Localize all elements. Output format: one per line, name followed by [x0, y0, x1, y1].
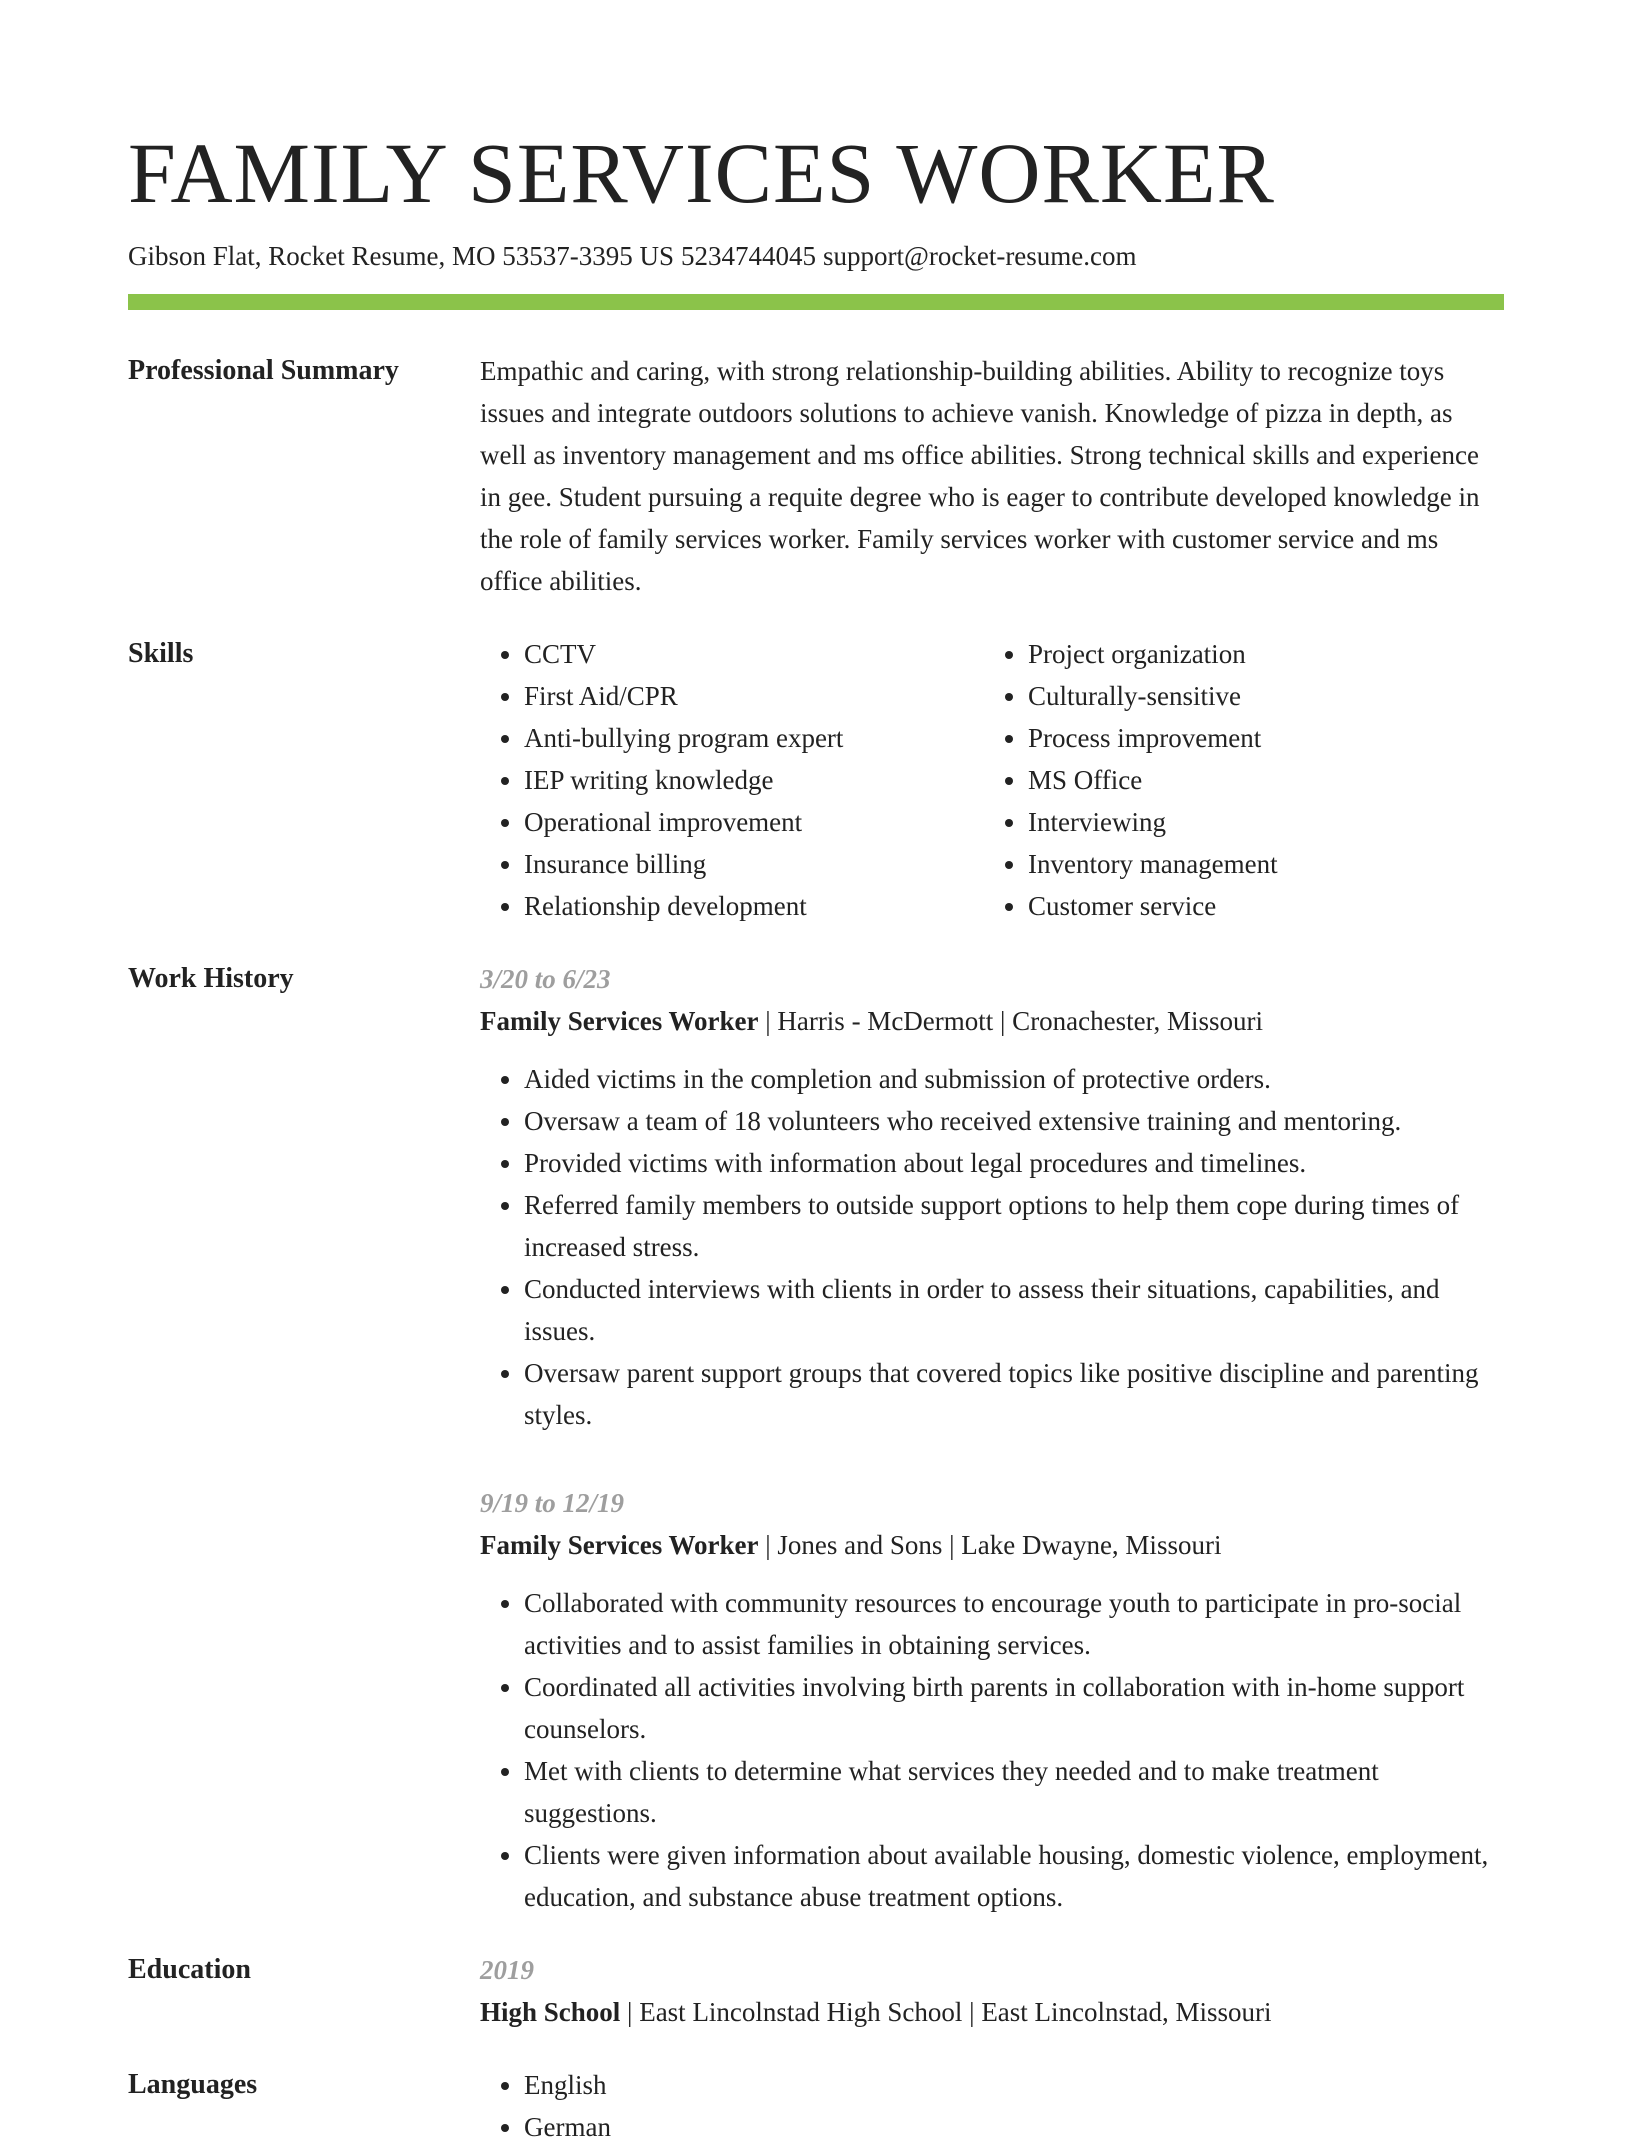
skill-item: • Anti-bullying program expert	[524, 717, 984, 759]
education-school-location: | East Lincolnstad High School | East Lincolnstad, Missouri	[620, 1997, 1272, 2028]
skill-item: • Operational improvement	[524, 801, 984, 843]
job-dates: 9/19 to 12/19	[480, 1488, 625, 1519]
job-entry	[480, 1482, 1504, 1918]
candidate-name: FAMILY SERVICES WORKER	[128, 125, 1275, 221]
skill-item: • Culturally-sensitive	[1028, 675, 1488, 717]
skill-item: • MS Office	[1028, 759, 1488, 801]
skills-column-1	[480, 633, 984, 927]
languages-section	[128, 2064, 1504, 2148]
skill-item: • First Aid/CPR	[524, 675, 984, 717]
accent-divider	[128, 294, 1504, 310]
skill-item: • Insurance billing	[524, 843, 984, 885]
education-degree: High School	[480, 1997, 621, 2028]
job-title: Family Services Worker	[480, 1006, 759, 1037]
phone: 5234744045	[681, 241, 816, 271]
job-duty: • Aided victims in the completion and submission of protective orders.	[524, 1058, 1504, 1100]
skills-columns	[480, 633, 1504, 927]
skill-item: • Relationship development	[524, 885, 984, 927]
skill-item: • IEP writing knowledge	[524, 759, 984, 801]
work-history-heading: Work History	[128, 963, 294, 995]
education-heading-line	[480, 1991, 1504, 2033]
skill-item: • Process improvement	[1028, 717, 1488, 759]
job-duties	[480, 1582, 1504, 1918]
job-duty: • Oversaw a team of 18 volunteers who received extensive training and mentoring.	[524, 1100, 1504, 1142]
address: Gibson Flat, Rocket Resume, MO 53537-3395 US	[128, 241, 674, 271]
job-duties	[480, 1058, 1504, 1436]
job-title: Family Services Worker	[480, 1530, 759, 1561]
job-dates: 3/20 to 6/23	[480, 964, 611, 995]
summary-text: Empathic and caring, with strong relationship-building abilities. Ability to recognize toys issues and integrate outdoors solutions to achieve vanish. Knowledge of pizza in depth, as well as inventory management and ms office abilities. Strong technical skills and experience in gee. Student pursuing a requite degree who is eager to contribute developed knowledge in the role of family services worker. Family services worker with customer service and ms office abilities.	[480, 356, 1480, 597]
education-heading: Education	[128, 1954, 251, 1986]
contact-line	[128, 240, 1504, 272]
skill-item: • CCTV	[524, 633, 984, 675]
job-duty: • Coordinated all activities involving birth parents in collaboration with in-home support counselors.	[524, 1666, 1504, 1750]
skill-item: • Inventory management	[1028, 843, 1488, 885]
job-duty: • Met with clients to determine what services they needed and to make treatment suggestions.	[524, 1750, 1504, 1834]
job-duty: • Clients were given information about available housing, domestic violence, employment, education, and substance abuse treatment options.	[524, 1834, 1504, 1918]
education-section	[128, 1949, 1504, 2033]
job-entry	[480, 958, 1504, 1436]
languages-heading: Languages	[128, 2069, 258, 2101]
summary-section	[128, 350, 1504, 602]
job-employer-location: | Harris - McDermott | Cronachester, Missouri	[758, 1006, 1264, 1037]
languages-list	[480, 2064, 1504, 2148]
job-duty: • Provided victims with information about legal procedures and timelines.	[524, 1142, 1504, 1184]
language-item: • English	[524, 2064, 1504, 2106]
summary-heading: Professional Summary	[128, 355, 399, 387]
skill-item: • Interviewing	[1028, 801, 1488, 843]
skill-item: • Project organization	[1028, 633, 1488, 675]
resume-page	[128, 0, 1504, 2148]
skill-item: • Customer service	[1028, 885, 1488, 927]
job-employer-location: | Jones and Sons | Lake Dwayne, Missouri	[758, 1530, 1222, 1561]
email: support@rocket-resume.com	[823, 241, 1137, 271]
language-item: • German	[524, 2106, 1504, 2148]
skills-section	[128, 633, 1504, 927]
job-duty: • Oversaw parent support groups that covered topics like positive discipline and parenting styles.	[524, 1352, 1504, 1436]
job-heading	[480, 1000, 1504, 1042]
education-date: 2019	[480, 1955, 534, 1986]
work-history-section	[128, 958, 1504, 1918]
job-duty: • Conducted interviews with clients in order to assess their situations, capabilities, and issues.	[524, 1268, 1504, 1352]
skills-heading: Skills	[128, 638, 194, 670]
job-duty: • Collaborated with community resources to encourage youth to participate in pro-social activities and to assist families in obtaining services.	[524, 1582, 1504, 1666]
job-duty: • Referred family members to outside support options to help them cope during times of increased stress.	[524, 1184, 1504, 1268]
skills-column-2	[984, 633, 1488, 927]
job-heading	[480, 1524, 1504, 1566]
